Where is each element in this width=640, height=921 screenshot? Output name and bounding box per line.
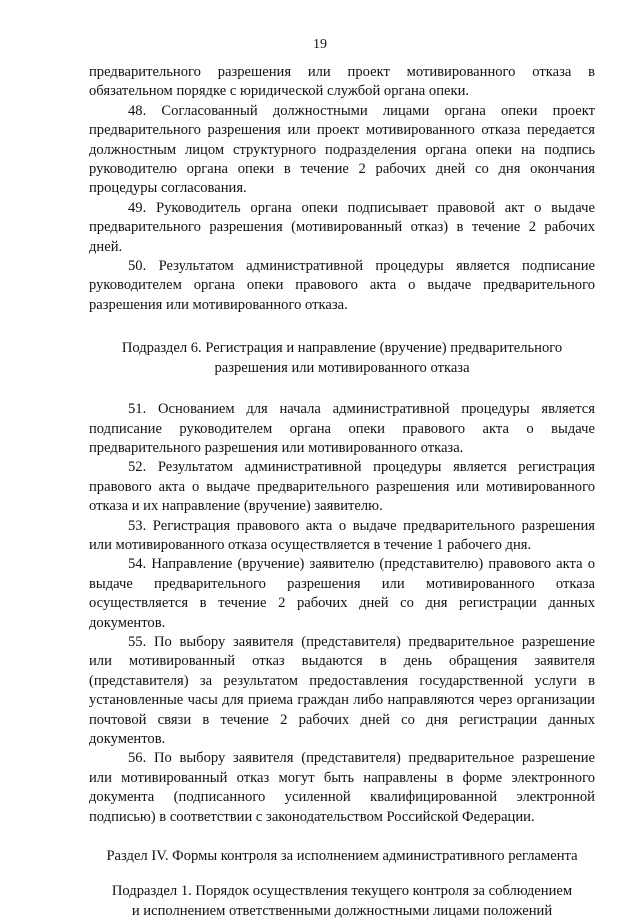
- paragraph-49: 49. Руководитель органа опеки подписывает правовой акт о выдаче предварительного разрешения (мотивированный отказ) в течение 2 рабочих дней.: [89, 199, 595, 255]
- paragraph-55: 55. По выбору заявителя (представителя) предварительное разрешение или мотивированный отказ выдаются в день обращения заявителя (представителя) за результатом предоставления государственной услуги в установленные часы для приема граждан либо направляются через организации почтовой связи в течение 2 рабочих дней со дня регистрации данных документов.: [89, 633, 595, 747]
- subsection-6-title-line1: Подраздел 6. Регистрация и направление (вручение) предварительного: [121, 340, 563, 357]
- subsection-1-title-line1: Подраздел 1. Порядок осуществления текущего контроля за соблюдением: [111, 883, 573, 900]
- spacer: [89, 378, 595, 400]
- subsection-1-title-line2: и исполнением ответственными должностными лицами положений: [131, 902, 553, 919]
- spacer: [89, 866, 595, 882]
- subsection-6-title-line2: разрешения или мотивированного отказа: [214, 359, 470, 376]
- paragraph-continuation: предварительного разрешения или проект мотивированного отказа в обязательном порядке с юридической службой органа опеки.: [89, 64, 595, 100]
- paragraph-50: 50. Результатом административной процедуры является подписание руководителем органа опеки правового акта о выдаче предварительного разрешения или мотивированного отказа.: [89, 258, 595, 313]
- spacer: [89, 827, 595, 847]
- paragraph-53: 53. Регистрация правового акта о выдаче предварительного разрешения или мотивированного отказа осуществляется в течение 1 рабочего дня.: [89, 517, 595, 553]
- spacer: [89, 315, 595, 339]
- paragraph-52: 52. Результатом административной процедуры является регистрация правового акта о выдаче предварительного разрешения или мотивированного отказа и их направление (вручение) заявителю.: [89, 459, 595, 515]
- paragraph-48: 48. Согласованный должностными лицами органа опеки проект предварительного разрешения или проект мотивированного отказа передается должностным лицом структурного подразделения органа опеки на подпись руководителю органа опеки в течение 2 рабочих дней со дня окончания процедуры согласования.: [89, 102, 595, 197]
- page-number: 19: [313, 37, 327, 52]
- document-body: [89, 63, 595, 921]
- paragraph-51: 51. Основанием для начала административной процедуры является подписание руководителем органа опеки правового акта о выдаче предварительного разрешения или мотивированного отказа.: [89, 401, 595, 456]
- paragraph-56: 56. По выбору заявителя (представителя) предварительное разрешение или мотивированный отказ могут быть направлены в форме электронного документа (подписанного усиленной квалифицированной электронной подписью) в соответствии с законодательством Российской Федерации.: [89, 750, 595, 825]
- paragraph-54: 54. Направление (вручение) заявителю (представителю) правового акта о выдаче предварительного разрешения или мотивированного отказа осуществляется в течение 2 рабочих дней со дня регистрации данных документов.: [89, 556, 595, 631]
- section-4-title: Раздел IV. Формы контроля за исполнением административного регламента: [106, 848, 578, 865]
